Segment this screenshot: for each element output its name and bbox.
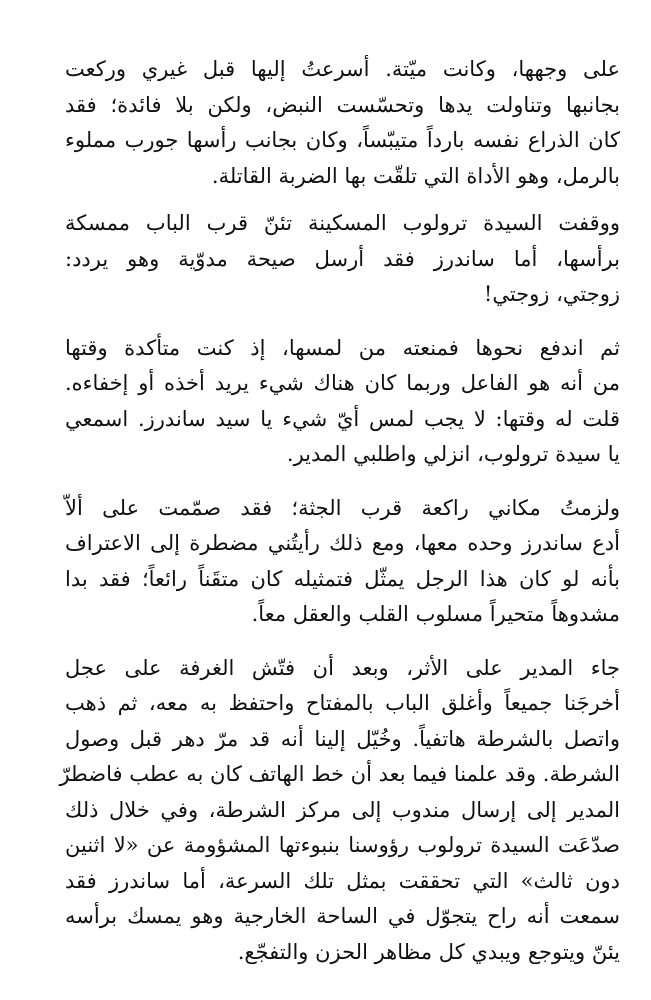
text-line: واتصل بالشرطة هاتفياً. وخُيّل إلينا أنه قد مرّ دهر قبل وصول (65, 726, 620, 751)
text-line: دون ثالث» التي تحققت بمثل تلك السرعة، أما ساندرز فقد (65, 868, 620, 893)
text-line: كان الذراع نفسه بارداً متيبّساً، وكان بجانب رأسها جورب مملوء (65, 128, 620, 152)
text-line: يا سيدة ترولوب، انزلي واطلبي المدير. (286, 442, 620, 466)
text-line: بأنه لو كان هذا الرجل يمثّل فتمثيله كان متقَناً رائعاً؛ فقد بدا (65, 566, 620, 591)
text-line: صدّعَت السيدة ترولوب رؤوسنا بنبوءتها المشؤومة عن «لا اثنين (65, 833, 620, 857)
text-line: زوجتي، زوجتي! (483, 282, 620, 306)
text-line: برأسها، أما ساندرز فقد أرسل صيحة مدوّية وهو يردد: (65, 246, 620, 271)
paragraph-kneeling-by-body (65, 491, 620, 633)
text-line: ووقفت السيدة ترولوب المسكينة تئنّ قرب الباب ممسكة (65, 211, 620, 235)
text-line: أدع ساندرز وحده معها، ومع ذلك رأيتُني مضطرة إلى الاعتراف (65, 531, 620, 555)
text-line: قلت له وقتها: لا يجب لمس أيّ شيء يا سيد ساندرز. اسمعي (65, 406, 620, 431)
text-line: بجانبها وتناولت يدها وتحسّست النبض، ولكن بلا فائدة؛ فقد (65, 92, 620, 117)
text-line: جاء المدير على الأثر، وبعد أن فتّش الغرفة على عجل (65, 655, 620, 680)
text-line: بالرمل، وهو الأداة التي تلقّت بها الضربة القاتلة. (211, 163, 620, 188)
text-line: أخرجَنا جميعاً وأغلق الباب بالمفتاح واحتفظ به معه، ثم ذهب (65, 691, 620, 715)
text-line: ثم اندفع نحوها فمنعته من لمسها، إذ كنت متأكدة وقتها (65, 335, 620, 360)
text-line: الشرطة. وقد علمنا فيما بعد أن خط الهاتف كان به عطب فاضطرّ (59, 762, 620, 786)
paragraph-prevent-touching (65, 331, 620, 473)
book-page (59, 52, 620, 970)
text-line: على وجهها، وكانت ميّتة. أسرعتُ إليها قبل غيري وركعت (65, 57, 620, 81)
text-line: ولزمتُ مكاني راكعة قرب الجثة؛ فقد صمّمت على ألاّ (65, 495, 620, 520)
paragraph-mrs-trollope-moans (65, 206, 620, 313)
text-line: يئنّ ويتوجع ويبدي كل مظاهر الحزن والتفجّع. (237, 939, 620, 964)
text-line: المدير إلى إرسال مندوب إلى مركز الشرطة، وفي خلال ذلك (65, 797, 620, 822)
text-line: مشدوهاً متحيراً مسلوب القلب والعقل معاً. (251, 602, 620, 626)
text-line: من أنه هو الفاعل وربما كان هناك شيء يريد أخذه أو إخفاءه. (65, 371, 620, 395)
text-line: سمعت أنه راح يتجوّل في الساحة الخارجية وهو يمسك برأسه (65, 904, 620, 928)
paragraph-found-body (65, 52, 620, 194)
paragraph-manager-arrives (59, 651, 620, 971)
